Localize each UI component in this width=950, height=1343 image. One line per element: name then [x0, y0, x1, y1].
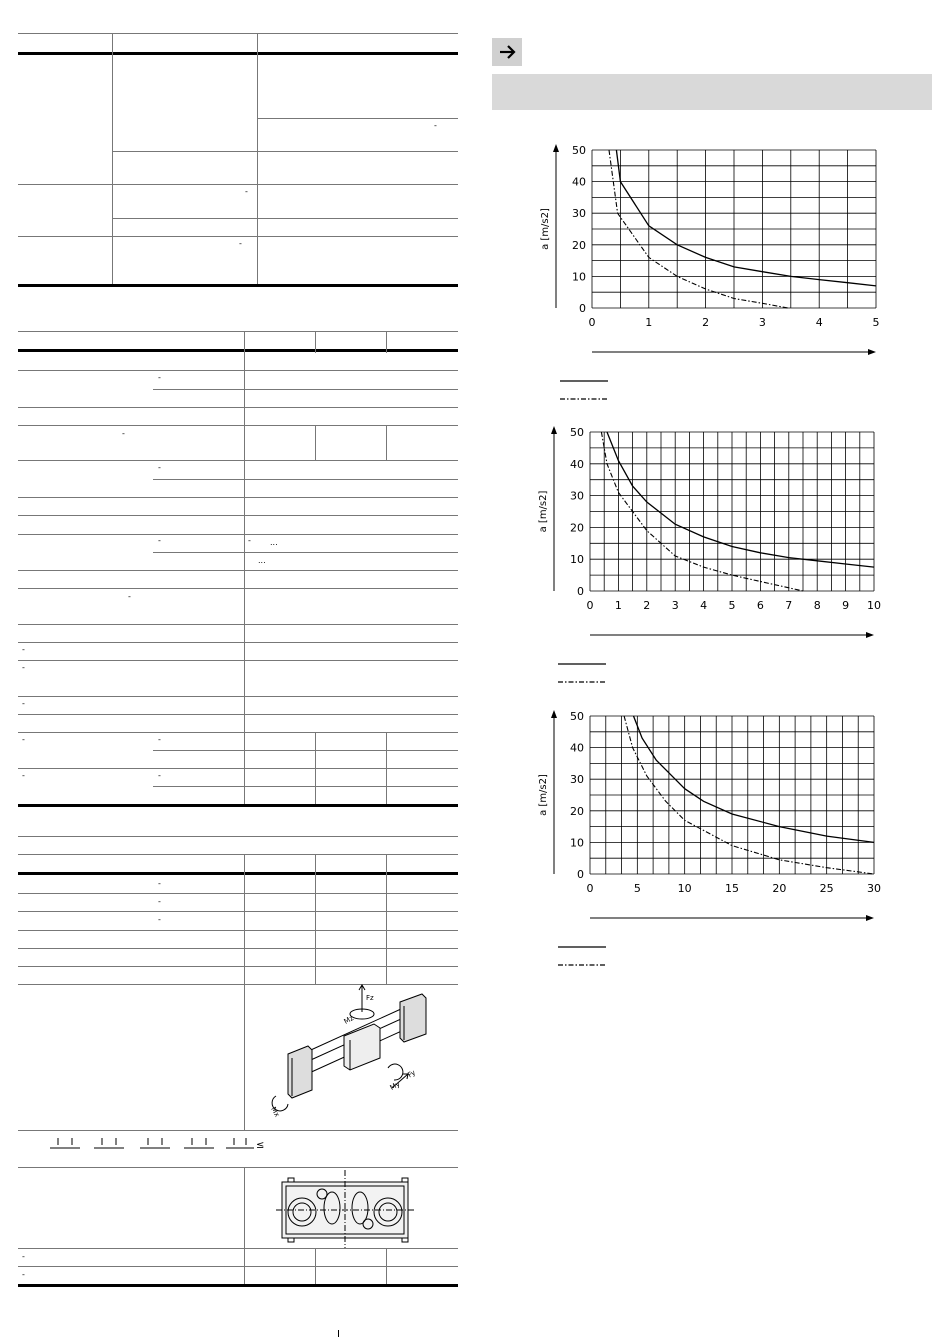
table2-mark: -: [22, 735, 25, 744]
y-tick-label: 40: [570, 741, 584, 755]
y-tick-label: 0: [579, 302, 586, 315]
y-axis-label: a [m/s2]: [538, 490, 549, 533]
y-tick-label: 50: [570, 710, 584, 723]
table3-dash: -: [158, 897, 161, 906]
table2-mark: -: [158, 735, 161, 744]
table1-mark: -: [434, 121, 437, 130]
x-tick-label: 2: [702, 316, 710, 329]
fz-label: Fz: [366, 994, 374, 1002]
y-tick-label: 30: [570, 489, 584, 503]
table2-mark: -: [122, 429, 125, 438]
x-tick-label: 7: [785, 599, 793, 612]
table2-mark: -: [158, 373, 161, 382]
x-tick-label: 0: [586, 882, 594, 895]
x-tick-label: 0: [588, 316, 596, 329]
y-tick-label: 50: [572, 144, 586, 157]
y-tick-label: 0: [577, 868, 584, 881]
table3-dash: -: [22, 1252, 25, 1261]
table2-mark: -: [158, 536, 161, 545]
x-tick-label: 2: [643, 599, 651, 612]
table2-mark: -: [128, 592, 131, 601]
table2-mark: -: [22, 663, 25, 672]
x-axis-arrowhead: [866, 915, 874, 921]
y-tick-label: 50: [570, 426, 584, 439]
x-tick-label: 3: [758, 316, 766, 329]
x-tick-label: 1: [614, 599, 622, 612]
y-tick-label: 30: [572, 207, 586, 221]
y-tick-label: 20: [570, 521, 584, 535]
table2-mark: ...: [270, 538, 278, 547]
table2-mark: -: [22, 645, 25, 654]
table3-dash: -: [158, 915, 161, 924]
y-tick-label: 20: [570, 804, 584, 818]
y-tick-label: 10: [570, 836, 584, 850]
y-tick-label: 40: [570, 457, 584, 471]
y-tick-label: 10: [572, 270, 586, 284]
fy-label: Fy: [406, 1068, 418, 1080]
mz-label: Mz: [342, 1014, 356, 1026]
y-tick-label: 20: [572, 238, 586, 252]
mx-label: Mx: [269, 1105, 282, 1119]
y-axis-arrowhead: [551, 710, 557, 718]
x-tick-label: 10: [867, 599, 881, 612]
y-axis-label: a [m/s2]: [540, 208, 551, 250]
table1-mark: -: [239, 239, 242, 248]
my-label: My: [388, 1079, 402, 1093]
y-tick-label: 40: [572, 175, 586, 189]
table2-mark: -: [158, 463, 161, 472]
y-axis-label: a [m/s2]: [538, 774, 549, 816]
x-tick-label: 10: [677, 882, 692, 895]
table2-mark: -: [22, 771, 25, 780]
table2-mark: ...: [258, 556, 266, 565]
table2-mark: -: [22, 699, 25, 708]
x-tick-label: 5: [633, 882, 641, 895]
table2-mark: -: [248, 536, 251, 545]
x-tick-label: 20: [772, 882, 787, 895]
leq-symbol: ≤: [256, 1140, 265, 1151]
x-tick-label: 8: [813, 599, 821, 612]
y-tick-label: 0: [577, 585, 584, 598]
x-tick-label: 0: [586, 599, 594, 612]
table2-mark: -: [158, 771, 161, 780]
x-tick-label: 4: [815, 316, 823, 329]
x-tick-label: 3: [671, 599, 679, 612]
x-tick-label: 4: [700, 599, 708, 612]
table3-dash: -: [158, 879, 161, 888]
x-tick-label: 30: [867, 882, 881, 895]
x-tick-label: 1: [645, 316, 653, 329]
x-tick-label: 25: [819, 882, 834, 895]
x-tick-label: 9: [842, 599, 850, 612]
table3-dash: -: [22, 1270, 25, 1279]
x-tick-label: 5: [872, 316, 880, 329]
x-tick-label: 5: [728, 599, 736, 612]
y-tick-label: 10: [570, 553, 584, 567]
x-tick-label: 15: [725, 882, 739, 895]
y-tick-label: 30: [570, 773, 584, 787]
x-tick-label: 6: [756, 599, 764, 612]
table1-mark: -: [245, 187, 248, 196]
